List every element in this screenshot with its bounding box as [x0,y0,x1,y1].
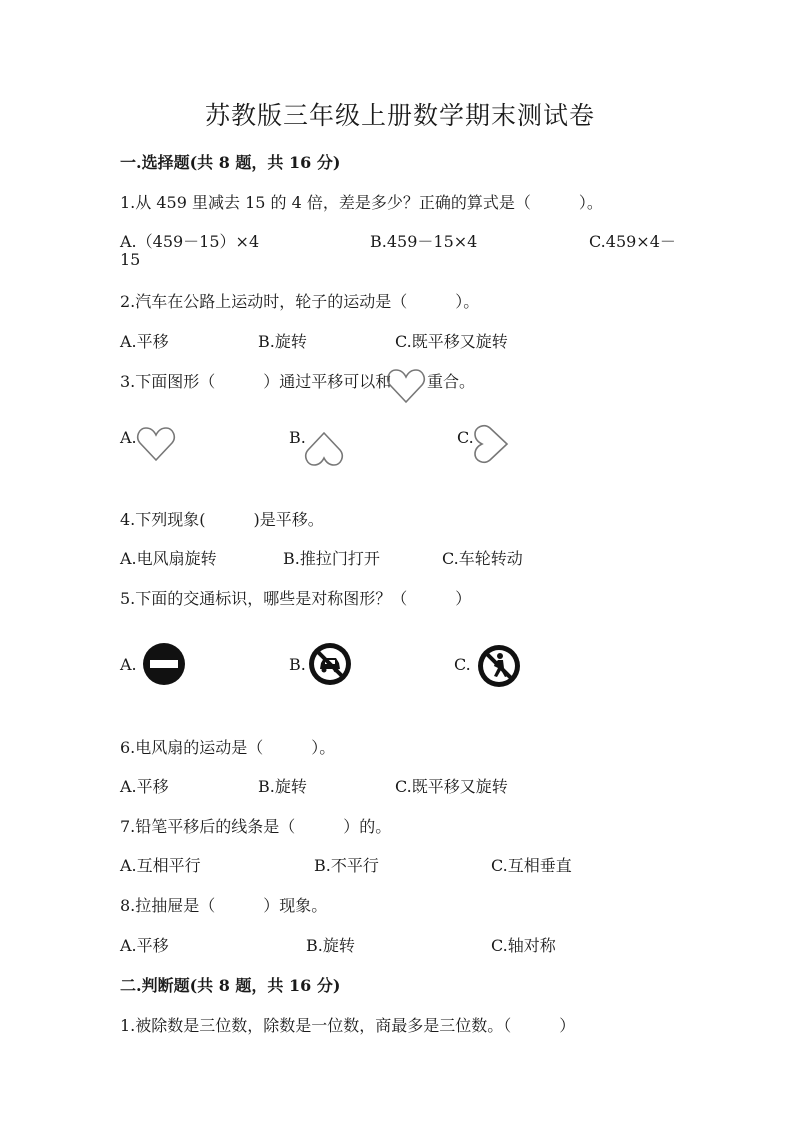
question-3-option-c: C. [457,428,474,447]
question-5-option-a: A. [120,655,137,674]
heart-outline-icon [136,425,176,463]
heart-outline-icon [471,424,511,464]
no-pedestrians-sign-icon [477,644,521,688]
question-8-option-b: B.旋转 [306,936,355,955]
question-5-option-c: C. [454,655,471,674]
question-3-option-b: B. [289,428,306,447]
question-2-option-a: A.平移 [120,332,169,351]
question-6-option-b: B.旋转 [258,777,307,796]
question-6-option-c: C.既平移又旋转 [395,777,508,796]
question-3-text-before: 3.下面图形（ ）通过平移可以和 [120,372,392,391]
question-8-option-a: A.平移 [120,936,169,955]
question-2-text: 2.汽车在公路上运动时，轮子的运动是（ ）。 [120,292,480,311]
question-6-text: 6.电风扇的运动是（ ）。 [120,738,336,757]
question-7-option-a: A.互相平行 [120,856,201,875]
question-3-option-a: A. [120,428,137,447]
section-heading-choice: 一.选择题(共 8 题，共 16 分) [120,153,341,172]
question-1-option-a: A.（459－15）×4 [120,232,260,251]
question-1-text: 1.从 459 里减去 15 的 4 倍，差是多少？正确的算式是（ ）。 [120,193,603,212]
section-heading-judge: 二.判断题(共 8 题，共 16 分) [120,976,341,995]
question-3-text-after: 重合。 [427,372,476,391]
question-8-text: 8.拉抽屉是（ ）现象。 [120,896,328,915]
heart-outline-icon [304,430,344,468]
question-6-option-a: A.平移 [120,777,169,796]
question-7-text: 7.铅笔平移后的线条是（ ）的。 [120,817,392,836]
question-4-option-a: A.电风扇旋转 [120,549,217,568]
judge-question-1-text: 1.被除数是三位数，除数是一位数，商最多是三位数。（ ） [120,1016,576,1035]
question-1-option-c: C.459×4－ [589,232,676,251]
question-2-option-c: C.既平移又旋转 [395,332,508,351]
no-entry-sign-icon [142,642,186,686]
question-7-option-c: C.互相垂直 [491,856,572,875]
question-1-option-c-wrap: 15 [120,250,141,269]
question-5-option-b: B. [289,655,306,674]
no-vehicles-sign-icon [308,642,352,686]
question-1-option-b: B.459－15×4 [370,232,478,251]
question-4-option-b: B.推拉门打开 [283,549,380,568]
question-4-text: 4.下列现象( )是平移。 [120,510,324,529]
question-5-text: 5.下面的交通标识，哪些是对称图形？（ ） [120,589,472,608]
question-4-option-c: C.车轮转动 [442,549,523,568]
page-title: 苏教版三年级上册数学期末测试卷 [204,101,595,130]
question-2-option-b: B.旋转 [258,332,307,351]
heart-outline-icon [386,367,426,405]
question-7-option-b: B.不平行 [314,856,379,875]
question-8-option-c: C.轴对称 [491,936,556,955]
